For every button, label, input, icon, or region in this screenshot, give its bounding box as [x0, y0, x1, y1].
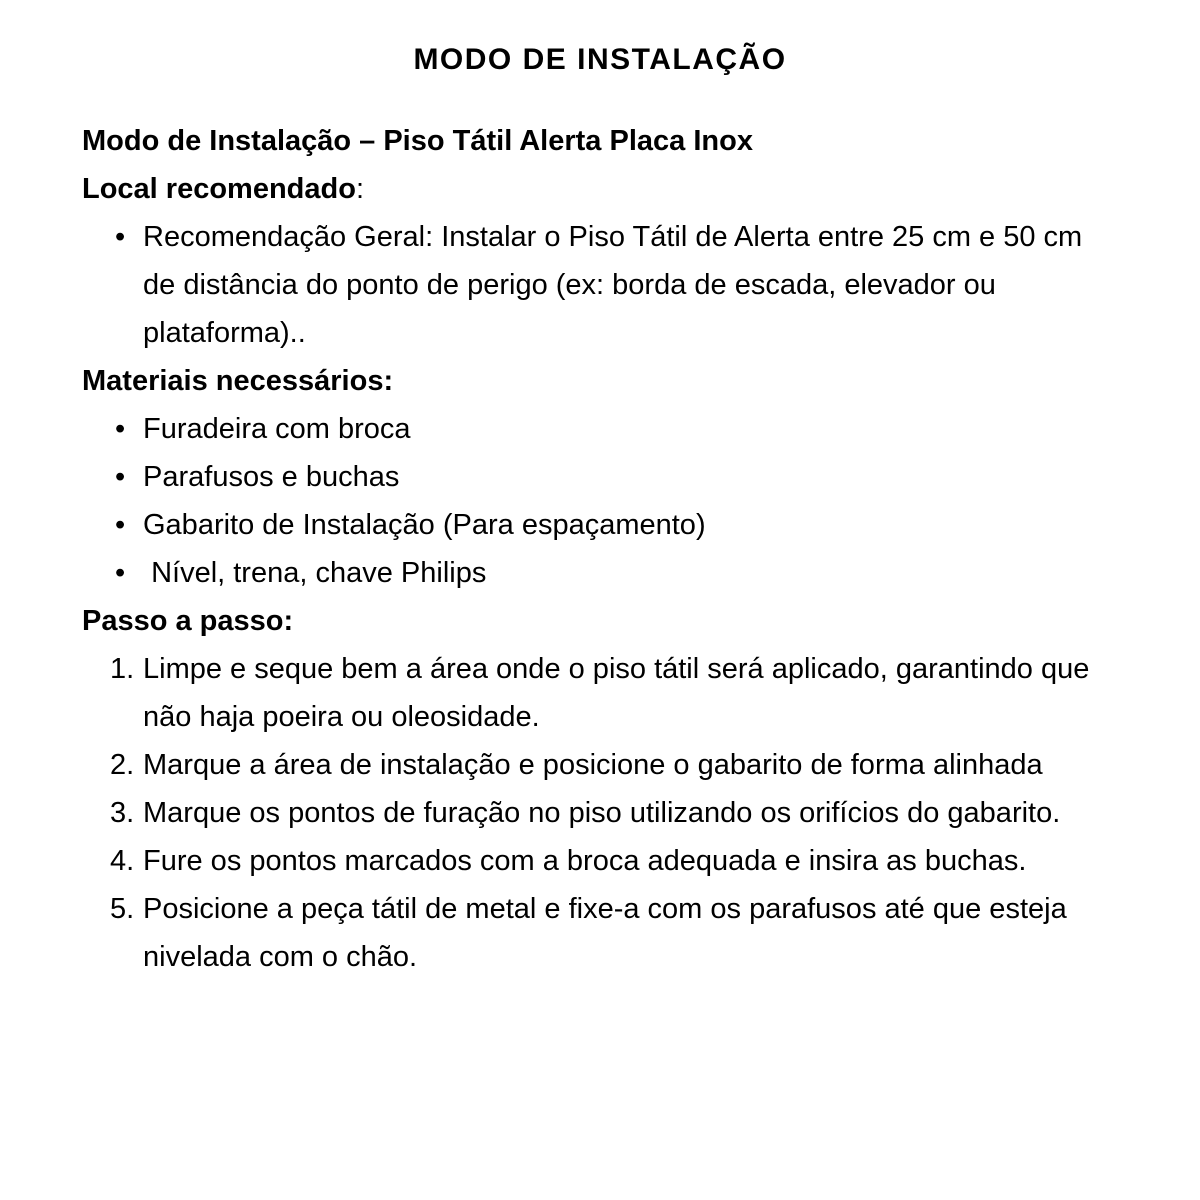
bullet-icon: •	[115, 221, 126, 253]
list-item-text: Fure os pontos marcados com a broca adequada e insira as buchas.	[143, 845, 1027, 877]
list-item-text: Recomendação Geral: Instalar o Piso Tátil de Alerta entre 25 cm e 50 cm de distância do ponto de perigo (ex: borda de escada, elevador ou plataforma)..	[143, 221, 1091, 349]
bullet-icon: •	[115, 461, 126, 493]
list-item	[115, 213, 1136, 357]
list-item	[110, 885, 1131, 981]
materials-list	[82, 405, 1140, 597]
list-item-text: Parafusos e buchas	[143, 461, 400, 493]
list-item	[110, 645, 1131, 741]
list-item-text: Limpe e seque bem a área onde o piso tátil será aplicado, garantindo que não haja poeira ou oleosidade.	[143, 653, 1098, 733]
bullet-icon: •	[115, 413, 126, 445]
page-title: MODO DE INSTALAÇÃO	[413, 43, 787, 76]
list-item-text: Posicione a peça tátil de metal e fixe-a com os parafusos até que esteja nivelada com o chão.	[143, 893, 1075, 973]
list-item	[115, 549, 1136, 597]
section-local-label: Local recomendado	[82, 173, 356, 205]
list-item-text: Marque a área de instalação e posicione o gabarito de forma alinhada	[143, 749, 1043, 781]
list-item	[115, 453, 1136, 501]
steps-list	[82, 645, 1140, 981]
bullet-icon: •	[115, 509, 126, 541]
section-steps-heading: Passo a passo:	[82, 605, 294, 637]
list-item-text: Furadeira com broca	[143, 413, 411, 445]
list-item	[110, 789, 1131, 837]
section-materials-heading: Materiais necessários:	[82, 365, 394, 397]
step-number: 4.	[110, 845, 135, 877]
list-item-text: Gabarito de Instalação (Para espaçamento)	[143, 509, 706, 541]
doc-subtitle: Modo de Instalação – Piso Tátil Alerta Placa Inox	[82, 125, 753, 157]
step-number: 2.	[110, 749, 135, 781]
list-item	[115, 405, 1136, 453]
list-item-text: Nível, trena, chave Philips	[143, 557, 487, 589]
list-item-text: Marque os pontos de furação no piso utilizando os orifícios do gabarito.	[143, 797, 1061, 829]
section-local-heading	[82, 165, 1140, 213]
step-number: 3.	[110, 797, 135, 829]
list-item	[115, 501, 1136, 549]
list-item	[110, 837, 1131, 885]
bullet-icon: •	[115, 557, 126, 589]
local-list	[82, 213, 1140, 357]
section-local-colon: :	[355, 173, 365, 205]
list-item	[110, 741, 1131, 789]
step-number: 5.	[110, 893, 135, 925]
step-number: 1.	[110, 653, 135, 685]
